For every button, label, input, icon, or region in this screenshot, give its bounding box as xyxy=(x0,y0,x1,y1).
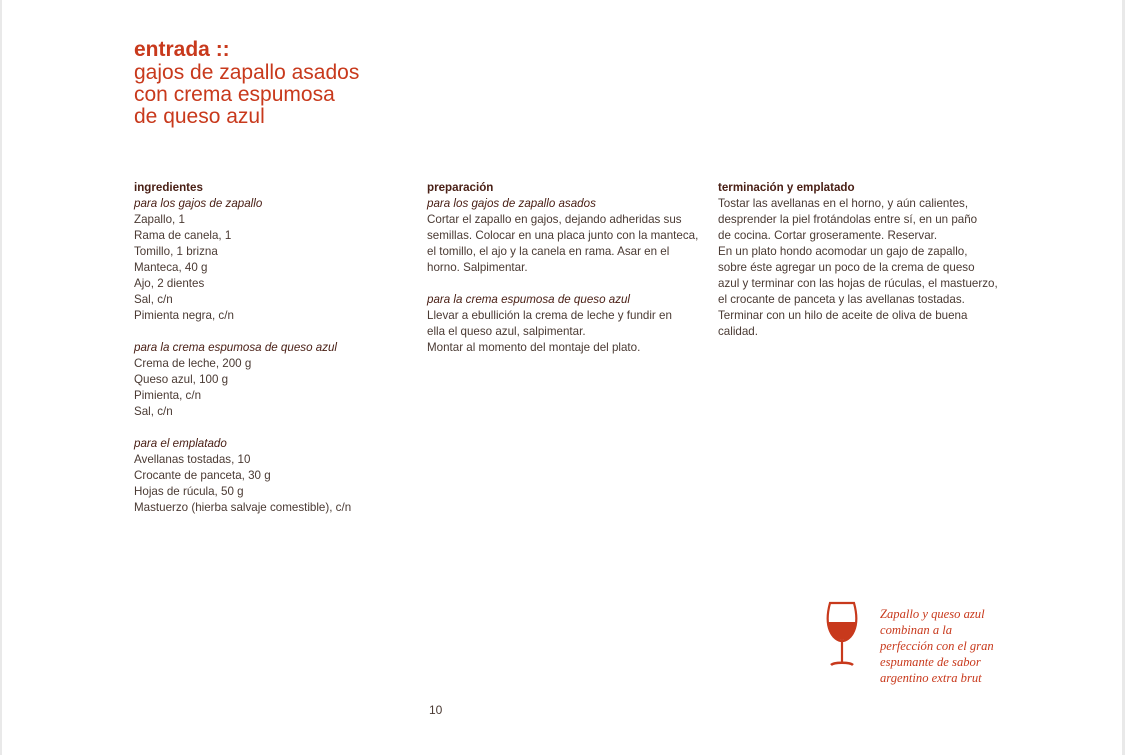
ingredient-item: Tomillo, 1 brizna xyxy=(134,245,218,258)
pairing-line: perfección con el gran xyxy=(880,639,994,653)
preparation-line: el tomillo, el ajo y la canela en rama. Asar en el xyxy=(427,245,670,258)
ingredient-item: Crema de leche, 200 g xyxy=(134,357,252,370)
finishing-line: desprender la piel frotándolas entre sí, en un paño xyxy=(718,213,978,226)
dish-name-line: con crema espumosa xyxy=(134,83,335,106)
preparation-line: Llevar a ebullición la crema de leche y fundir en xyxy=(427,309,672,322)
pairing-line: espumante de sabor xyxy=(880,655,981,669)
preparation-group-title: para los gajos de zapallo asados xyxy=(427,197,596,210)
finishing-line: Terminar con un hilo de aceite de oliva de buena xyxy=(718,309,968,322)
finishing-heading: terminación y emplatado xyxy=(718,181,855,194)
ingredient-item: Hojas de rúcula, 50 g xyxy=(134,485,244,498)
finishing-line: sobre éste agregar un poco de la crema de queso xyxy=(718,261,975,274)
course-label: entrada :: xyxy=(134,38,230,61)
ingredient-group-title: para la crema espumosa de queso azul xyxy=(134,341,338,354)
ingredient-item: Rama de canela, 1 xyxy=(134,229,232,242)
ingredient-item: Sal, c/n xyxy=(134,293,173,306)
preparation-heading: preparación xyxy=(427,181,494,194)
ingredient-item: Ajo, 2 dientes xyxy=(134,277,205,290)
finishing-line: En un plato hondo acomodar un gajo de zapallo, xyxy=(718,245,968,258)
dish-name-line: gajos de zapallo asados xyxy=(134,61,360,84)
finishing-line: azul y terminar con las hojas de rúculas, el mastuerzo, xyxy=(718,277,998,290)
finishing-line: de cocina. Cortar groseramente. Reservar. xyxy=(718,229,938,242)
ingredient-group-title: para los gajos de zapallo xyxy=(134,197,263,210)
ingredient-item: Avellanas tostadas, 10 xyxy=(134,453,251,466)
pairing-line: combinan a la xyxy=(880,623,953,637)
recipe-page xyxy=(2,0,1122,755)
ingredients-column xyxy=(134,180,394,516)
preparation-column xyxy=(427,180,707,356)
ingredient-item: Manteca, 40 g xyxy=(134,261,208,274)
ingredient-item: Sal, c/n xyxy=(134,405,173,418)
preparation-line: ella el queso azul, salpimentar. xyxy=(427,325,586,338)
preparation-line: horno. Salpimentar. xyxy=(427,261,528,274)
dish-name-line: de queso azul xyxy=(134,105,265,128)
pairing-line: Zapallo y queso azul xyxy=(880,607,985,621)
finishing-line: calidad. xyxy=(718,325,758,338)
pairing-text xyxy=(880,606,994,686)
ingredient-item: Zapallo, 1 xyxy=(134,213,185,226)
ingredient-item: Queso azul, 100 g xyxy=(134,373,229,386)
ingredient-group-title: para el emplatado xyxy=(134,437,227,450)
finishing-line: Tostar las avellanas en el horno, y aún calientes, xyxy=(718,197,969,210)
preparation-line: semillas. Colocar en una placa junto con la manteca, xyxy=(427,229,699,242)
ingredient-item: Pimienta, c/n xyxy=(134,389,202,402)
ingredient-item: Mastuerzo (hierba salvaje comestible), c/n xyxy=(134,501,352,514)
ingredients-heading: ingredientes xyxy=(134,181,203,194)
pairing-line: argentino extra brut xyxy=(880,671,982,685)
wine-glass-icon xyxy=(824,600,860,668)
finishing-column xyxy=(718,180,1008,340)
page-number: 10 xyxy=(429,703,443,717)
finishing-line: el crocante de panceta y las avellanas tostadas. xyxy=(718,293,965,306)
ingredient-item: Crocante de panceta, 30 g xyxy=(134,469,271,482)
preparation-line: Montar al momento del montaje del plato. xyxy=(427,341,641,354)
ingredient-item: Pimienta negra, c/n xyxy=(134,309,234,322)
preparation-line: Cortar el zapallo en gajos, dejando adheridas sus xyxy=(427,213,682,226)
recipe-title xyxy=(134,38,434,128)
preparation-group-title: para la crema espumosa de queso azul xyxy=(427,293,631,306)
wine-pairing xyxy=(824,600,994,686)
dish-name xyxy=(134,62,434,128)
